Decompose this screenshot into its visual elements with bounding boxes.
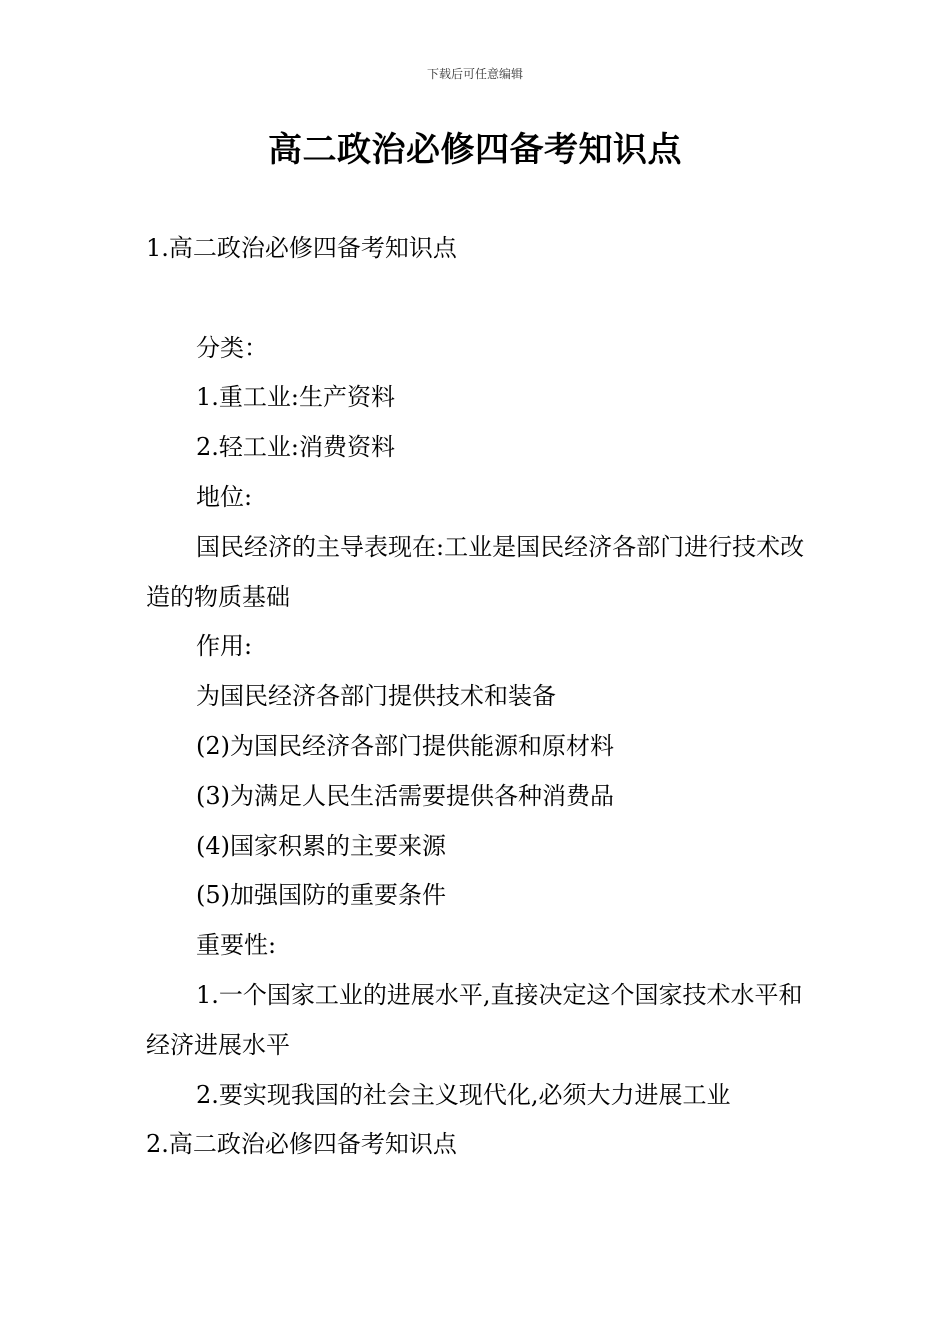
- paragraph-role: 作用:: [196, 632, 253, 661]
- paragraph-role-4: (4)国家积累的主要来源: [196, 831, 446, 860]
- paragraph-role-5: (5)加强国防的重要条件: [196, 881, 446, 910]
- document-body: [146, 224, 810, 1170]
- paragraph-role-3: (3)为满足人民生活需要提供各种消费品: [196, 781, 614, 810]
- blank-line: [146, 274, 810, 324]
- paragraph-classification: 分类：: [196, 333, 268, 362]
- document-title: 高二政治必修四备考知识点: [268, 130, 682, 170]
- paragraph-heavy-industry: 1.重工业:生产资料: [196, 383, 395, 412]
- section-heading-2: 2.高二政治必修四备考知识点: [146, 1130, 457, 1159]
- paragraph-role-2: (2)为国民经济各部门提供能源和原材料: [196, 731, 614, 760]
- paragraph-status-detail: 国民经济的主导表现在:工业是国民经济各部门进行技术改造的物质基础: [146, 532, 805, 611]
- paragraph-importance-2: 2.要实现我国的社会主义现代化,必须大力进展工业: [196, 1080, 731, 1109]
- paragraph-light-industry: 2.轻工业:消费资料: [196, 433, 395, 462]
- paragraph-role-1: 为国民经济各部门提供技术和装备: [196, 682, 556, 711]
- header-note: 下载后可任意编辑: [426, 67, 523, 81]
- paragraph-importance-1: 1.一个国家工业的进展水平,直接决定这个国家技术水平和经济进展水平: [146, 980, 803, 1059]
- paragraph-importance: 重要性:: [196, 931, 277, 960]
- paragraph-status: 地位:: [196, 482, 253, 511]
- section-heading-1: 1.高二政治必修四备考知识点: [146, 234, 457, 262]
